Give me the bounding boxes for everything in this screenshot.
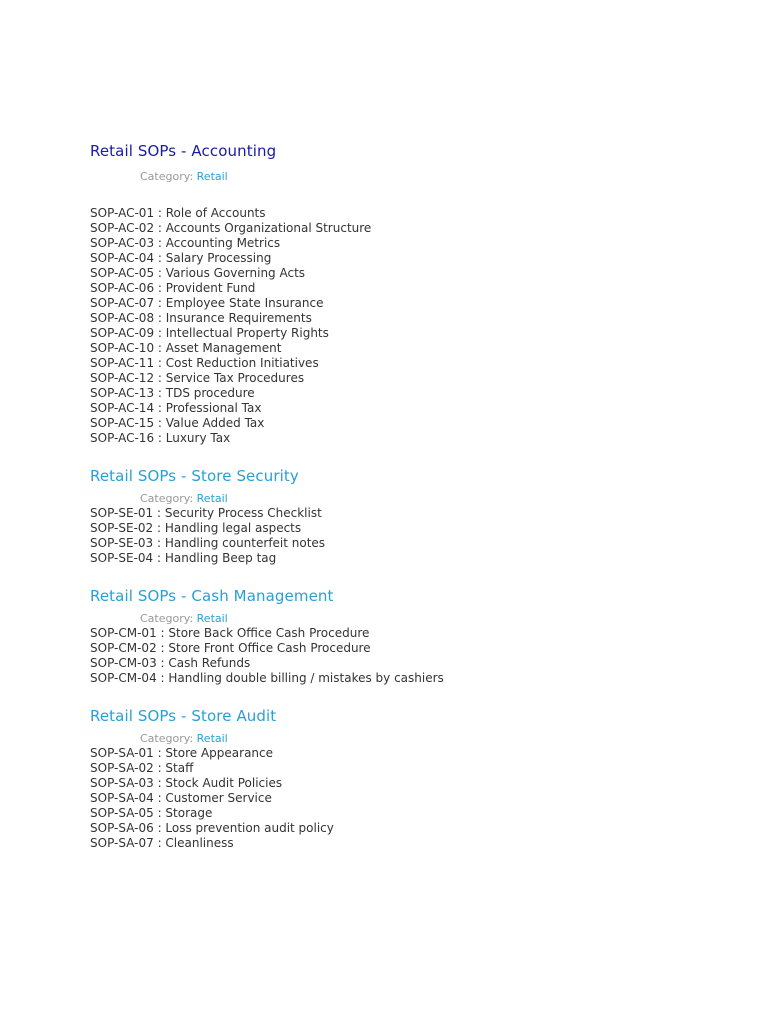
- category-label: Category:: [140, 492, 194, 505]
- list-item: SOP-SE-04 : Handling Beep tag: [90, 551, 277, 565]
- list-item: SOP-SA-07 : Cleanliness: [90, 836, 234, 850]
- list-item: SOP-AC-16 : Luxury Tax: [90, 431, 231, 445]
- page-content: [90, 141, 730, 851]
- list-item: SOP-SA-01 : Store Appearance: [90, 746, 274, 760]
- category-line: [90, 170, 730, 184]
- list-item: SOP-CM-04 : Handling double billing / mistakes by cashiers: [90, 671, 444, 685]
- sop-list: [90, 506, 730, 566]
- list-item: SOP-AC-07 : Employee State Insurance: [90, 296, 324, 310]
- list-item: SOP-SA-02 : Staff: [90, 761, 194, 775]
- list-item: SOP-AC-12 : Service Tax Procedures: [90, 371, 305, 385]
- category-line: [90, 612, 730, 626]
- category-link[interactable]: Retail: [196, 612, 228, 625]
- list-item: SOP-AC-11 : Cost Reduction Initiatives: [90, 356, 319, 370]
- section-title: [90, 141, 730, 161]
- section-title-link[interactable]: Retail SOPs - Cash Management: [90, 587, 334, 605]
- list-item: SOP-SA-05 : Storage: [90, 806, 213, 820]
- list-item: SOP-CM-03 : Cash Refunds: [90, 656, 251, 670]
- list-item: SOP-AC-14 : Professional Tax: [90, 401, 262, 415]
- category-line: [90, 732, 730, 746]
- list-item: SOP-SE-01 : Security Process Checklist: [90, 506, 322, 520]
- section-cash-management: [90, 586, 730, 686]
- list-item: SOP-SA-04 : Customer Service: [90, 791, 272, 805]
- section-store-security: [90, 466, 730, 566]
- list-item: SOP-SE-02 : Handling legal aspects: [90, 521, 302, 535]
- list-item: SOP-AC-08 : Insurance Requirements: [90, 311, 312, 325]
- list-item: SOP-AC-13 : TDS procedure: [90, 386, 255, 400]
- section-title: [90, 706, 730, 726]
- sop-list: [90, 746, 730, 851]
- category-link[interactable]: Retail: [196, 732, 228, 745]
- section-title-link[interactable]: Retail SOPs - Store Audit: [90, 707, 277, 725]
- list-item: SOP-CM-01 : Store Back Office Cash Procedure: [90, 626, 370, 640]
- category-label: Category:: [140, 170, 194, 183]
- list-item: SOP-AC-10 : Asset Management: [90, 341, 282, 355]
- section-title-link[interactable]: Retail SOPs - Accounting: [90, 142, 277, 160]
- category-link[interactable]: Retail: [196, 170, 228, 183]
- list-item: SOP-SE-03 : Handling counterfeit notes: [90, 536, 326, 550]
- section-title-link[interactable]: Retail SOPs - Store Security: [90, 467, 299, 485]
- list-item: SOP-AC-06 : Provident Fund: [90, 281, 256, 295]
- section-title: [90, 466, 730, 486]
- list-item: SOP-AC-02 : Accounts Organizational Structure: [90, 221, 372, 235]
- list-item: SOP-AC-04 : Salary Processing: [90, 251, 272, 265]
- section-accounting: [90, 141, 730, 446]
- category-label: Category:: [140, 732, 194, 745]
- section-store-audit: [90, 706, 730, 851]
- list-item: SOP-AC-03 : Accounting Metrics: [90, 236, 281, 250]
- list-item: SOP-SA-03 : Stock Audit Policies: [90, 776, 283, 790]
- sop-list: [90, 626, 730, 686]
- category-link[interactable]: Retail: [196, 492, 228, 505]
- list-item: SOP-AC-01 : Role of Accounts: [90, 206, 266, 220]
- list-item: SOP-AC-05 : Various Governing Acts: [90, 266, 306, 280]
- sop-list: [90, 206, 730, 446]
- category-line: [90, 492, 730, 506]
- list-item: SOP-SA-06 : Loss prevention audit policy: [90, 821, 334, 835]
- list-item: SOP-AC-09 : Intellectual Property Rights: [90, 326, 329, 340]
- list-item: SOP-AC-15 : Value Added Tax: [90, 416, 265, 430]
- category-label: Category:: [140, 612, 194, 625]
- list-item: SOP-CM-02 : Store Front Office Cash Procedure: [90, 641, 371, 655]
- section-title: [90, 586, 730, 606]
